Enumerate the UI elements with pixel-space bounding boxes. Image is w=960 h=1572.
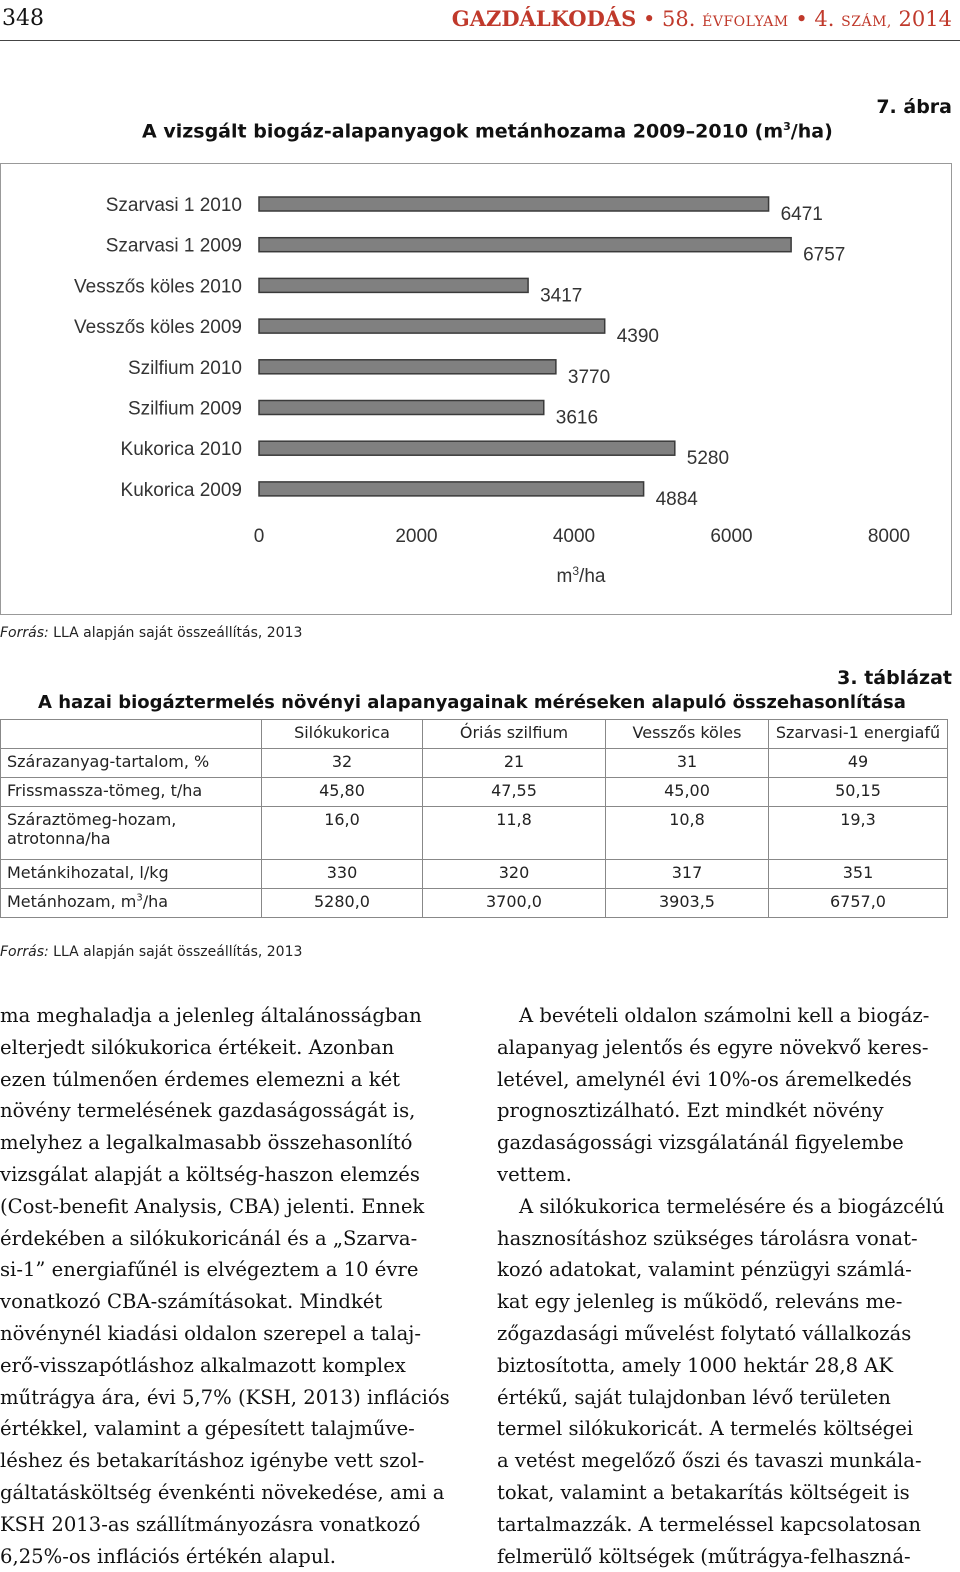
text-line: A silókukorica termelésére és a biogázcélú (519, 1194, 945, 1218)
journal-header (452, 6, 952, 31)
table-cell: 16,0 (262, 807, 423, 860)
text-line: (Cost-benefit Analysis, CBA) jelenti. Ennek (0, 1194, 425, 1218)
text-line: erő-visszapótláshoz alkalmazott komplex (0, 1353, 406, 1377)
text-line: gazdaságossági vizsgálatánál figyelembe (497, 1131, 904, 1155)
table-cell: 10,8 (606, 807, 769, 860)
text-line: termel silókukoricát. A termelés költségei (497, 1417, 914, 1441)
x-tick-label: 8000 (867, 526, 911, 547)
table-cell: 45,00 (606, 778, 769, 807)
table-cell: 11,8 (423, 807, 606, 860)
category-label: Vesszős köles 2009 (74, 317, 242, 339)
bar (259, 441, 675, 455)
table-row (1, 860, 948, 889)
text-line: melyhez a legalkalmasabb összehasonlító (0, 1131, 413, 1155)
text-line: vettem. (497, 1162, 572, 1186)
text-line: A bevételi oldalon számolni kell a biogáz- (519, 1004, 930, 1027)
table-cell: 21 (423, 749, 606, 778)
text-line: hasznosításhoz szükséges tárolásra vonat- (497, 1226, 918, 1250)
bar (259, 197, 769, 211)
text-line: tokat, valamint a betakarítás költségeit is (497, 1480, 910, 1504)
text-line: tartalmazzák. A termeléssel kapcsolatosan (497, 1512, 922, 1536)
table-cell: 317 (606, 860, 769, 889)
table-row (1, 807, 948, 860)
table-cell: 32 (262, 749, 423, 778)
figure-title: A vizsgált biogáz-alapanyagok metánhozama 2009–2010 $(m^3/ha)$ (142, 120, 833, 143)
row-label: Száraztömeg-hozam, atrotonna/ha (1, 807, 262, 860)
text-line: elterjedt silókukorica értékeit. Azonban (0, 1035, 395, 1059)
x-tick-label: 4000 (552, 526, 596, 547)
table-cell: 3700,0 (423, 889, 606, 918)
bar-chart-svg (1, 164, 951, 614)
text-line: prognosztizálható. Ezt mindkét növény (497, 1099, 884, 1123)
table-title: A hazai biogáztermelés növényi alapanyagainak méréseken alapuló összehasonlítása (38, 692, 906, 713)
volume-number: 58. (662, 7, 696, 31)
table-header-cell: Silókukorica (262, 720, 423, 749)
bar (259, 482, 644, 496)
comparison-table (0, 719, 948, 918)
table-label: 3. táblázat (837, 667, 952, 689)
header-bullet: • (795, 7, 808, 31)
table-header-empty (1, 720, 262, 749)
data-label: 6471 (780, 204, 823, 225)
text-line: KSH 2013-as szállítmányozásra vonatkozó (0, 1512, 421, 1536)
text-line: értékű, saját tulajdonban lévő területen (497, 1385, 891, 1409)
bar (259, 401, 544, 415)
table-row (1, 749, 948, 778)
table-cell: 47,55 (423, 778, 606, 807)
category-label: Kukorica 2009 (120, 479, 242, 501)
table-header-cell: Szarvasi-1 energiafű (769, 720, 948, 749)
table-cell: 320 (423, 860, 606, 889)
category-label: Szarvasi 1 2009 (105, 235, 242, 257)
issue-number: 4. (814, 7, 835, 31)
data-label: 4390 (616, 326, 659, 348)
table-header-cell: Vesszős köles (606, 720, 769, 749)
category-label: Szilfium 2010 (127, 357, 242, 379)
x-axis-label: $m^3/ha$ (556, 564, 606, 587)
text-line: növénynél kiadási oldalon szerepel a talaj- (0, 1321, 421, 1345)
volume-word: ÉVFOLYAM (702, 14, 789, 30)
text-line: alapanyag jelentős és egyre növekvő keres- (497, 1035, 929, 1059)
table-cell: 6757,0 (769, 889, 948, 918)
table-cell: 351 (769, 860, 948, 889)
running-head (0, 0, 960, 40)
row-label: Szárazanyag-tartalom, % (1, 749, 262, 778)
bar (259, 319, 605, 333)
text-line: érdekében a silókukoricánál és a „Szarva- (0, 1226, 418, 1250)
text-line: léshez és betakarításhoz igénybe vett szol- (0, 1449, 425, 1473)
row-label: Metánkihozatal, l/kg (1, 860, 262, 889)
table-row (1, 778, 948, 807)
x-tick-label: 2000 (395, 526, 438, 547)
issue-word: SZÁM, (841, 14, 892, 30)
category-label: Kukorica 2010 (120, 439, 242, 461)
table-cell: 49 (769, 749, 948, 778)
bar (259, 278, 528, 292)
journal-name: GAZDÁLKODÁS (451, 6, 637, 31)
text-line: felmerülő költségek (műtrágya-felhaszná- (497, 1544, 911, 1568)
text-line: értékkel, valamint a gépesített talajműve- (0, 1417, 415, 1441)
data-label: 5280 (686, 448, 730, 470)
table-cell: 19,3 (769, 807, 948, 860)
header-rule (0, 40, 960, 41)
table-source: Forrás: LLA alapján saját összeállítás, 2013 (0, 944, 303, 960)
figure-label: 7. ábra (876, 96, 952, 118)
text-line: a vetést megelőző őszi és tavaszi munkála- (497, 1449, 922, 1473)
category-label: Szarvasi 1 2010 (105, 195, 242, 216)
data-label: 3616 (555, 407, 599, 429)
table-cell: 31 (606, 749, 769, 778)
text-line: letével, amelynél évi 10%-os áremelkedés (497, 1067, 912, 1091)
text-line: ezen túlmenően érdemes elemezni a két (0, 1067, 401, 1091)
data-label: 3770 (567, 366, 611, 388)
data-label: 3417 (540, 285, 583, 307)
body-text-right-column (497, 1000, 953, 1572)
text-line: ma meghaladja a jelenleg általánosságban (0, 1004, 422, 1027)
figure-source: Forrás: LLA alapján saját összeállítás, 2013 (0, 625, 303, 641)
header-bullet: • (642, 7, 656, 31)
text-line: vizsgálat alapját a költség-haszon elemzés (0, 1162, 420, 1186)
category-label: Vesszős köles 2010 (74, 276, 242, 298)
text-line: növény termelésének gazdaságosságát is, (0, 1099, 416, 1123)
table-cell: 45,80 (262, 778, 423, 807)
table-row (1, 889, 948, 918)
text-line: kat egy jelenleg is működő, releváns me- (497, 1290, 903, 1314)
data-label: 4884 (655, 488, 698, 510)
table-cell: 5280,0 (262, 889, 423, 918)
body-text-left-column (0, 1000, 460, 1572)
bar (259, 360, 556, 374)
table-header-cell: Óriás szilfium (423, 720, 606, 749)
text-line: si-1” energiafűnél is elvégeztem a 10 évre (0, 1258, 419, 1282)
x-tick-label: 6000 (710, 526, 753, 547)
text-line: kozó adatokat, valamint pénzügyi számlá- (497, 1258, 912, 1282)
row-label: Metánhozam, $m^3/ha$ (1, 889, 262, 918)
table-cell: 330 (262, 860, 423, 889)
table-header-row (1, 720, 948, 749)
table-cell: 50,15 (769, 778, 948, 807)
x-tick-label: 0 (253, 526, 265, 547)
text-line: műtrágya ára, évi 5,7% (KSH, 2013) inflációs (0, 1385, 450, 1409)
text-line: vonatkozó CBA-számításokat. Mindkét (0, 1290, 383, 1314)
text-line: gáltatásköltség évenkénti növekedése, ami a (0, 1480, 445, 1504)
text-line: 6,25%-os inflációs értékén alapul. (0, 1544, 336, 1568)
page-number: 348 (2, 6, 44, 31)
bar (259, 238, 791, 252)
year: 2014 (898, 7, 952, 31)
bar-chart (0, 163, 952, 615)
text-line: biztosította, amely 1000 hektár 28,8 AK (497, 1353, 894, 1377)
table-cell: 3903,5 (606, 889, 769, 918)
text-line: zőgazdasági művelést folytató vállalkozás (497, 1321, 912, 1345)
data-label: 6757 (803, 244, 846, 266)
row-label: Frissmassza-tömeg, t/ha (1, 778, 262, 807)
category-label: Szilfium 2009 (127, 398, 242, 420)
